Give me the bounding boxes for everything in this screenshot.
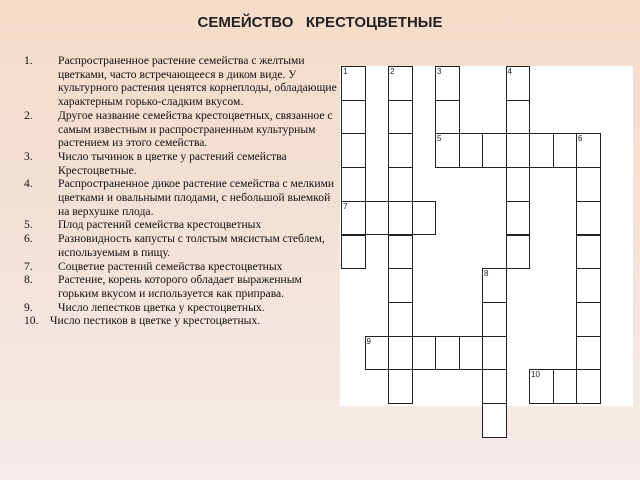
clue-number: 4. bbox=[24, 177, 33, 191]
clue-text: Соцветие растений семейства крестоцветных bbox=[58, 259, 283, 273]
crossword-cell[interactable] bbox=[576, 268, 601, 303]
clue-8 bbox=[24, 273, 342, 300]
crossword-cell[interactable] bbox=[412, 336, 437, 371]
cell-number: 8 bbox=[484, 269, 489, 279]
crossword-cell[interactable] bbox=[459, 336, 484, 371]
crossword-cell[interactable] bbox=[576, 167, 601, 202]
crossword-cell[interactable] bbox=[482, 133, 507, 168]
crossword-cell[interactable] bbox=[506, 201, 531, 236]
crossword-cell[interactable] bbox=[576, 201, 601, 236]
clue-5 bbox=[24, 218, 342, 232]
crossword-cell[interactable] bbox=[388, 133, 413, 168]
cell-number: 5 bbox=[437, 134, 442, 144]
crossword-cell[interactable] bbox=[553, 133, 578, 168]
clue-text: Число тычинок в цветке у растений семейства Крестоцветные. bbox=[58, 149, 287, 177]
crossword-cell[interactable] bbox=[482, 403, 507, 438]
clue-number: 1. bbox=[24, 54, 33, 67]
crossword-cell[interactable] bbox=[506, 100, 531, 135]
cell-number: 7 bbox=[343, 201, 348, 211]
crossword-cell[interactable] bbox=[459, 133, 484, 168]
crossword-cell[interactable] bbox=[482, 336, 507, 371]
clue-text: Другое название семейства крестоцветных, связанное с самым известным и распространенным культурным растением из этого семейства. bbox=[58, 108, 333, 150]
crossword-cell[interactable] bbox=[341, 133, 366, 168]
clue-2 bbox=[24, 109, 342, 150]
crossword-cell[interactable] bbox=[388, 268, 413, 303]
cell-number: 1 bbox=[343, 67, 348, 76]
crossword-cell[interactable] bbox=[341, 201, 366, 236]
crossword-cell[interactable] bbox=[435, 133, 460, 168]
crossword-cell[interactable] bbox=[388, 66, 413, 101]
crossword-cell[interactable] bbox=[388, 336, 413, 371]
cell-number: 2 bbox=[390, 67, 395, 76]
clue-1 bbox=[24, 54, 342, 109]
clue-number: 5. bbox=[24, 218, 33, 232]
clue-text: Распространенное дикое растение семейства с мелкими цветками и овальными плодами, с небольшой выемкой на верхушке плода. bbox=[58, 177, 335, 218]
cell-number: 3 bbox=[437, 67, 442, 76]
clue-text: Распространенное растение семейства с желтыми цветками, часто встречающееся в диком виде. У культурного растения ценятся корнеплоды, обладающие характерным горько-сладким вкусом. bbox=[58, 54, 337, 109]
clue-number: 10. bbox=[24, 314, 39, 328]
crossword-cell[interactable] bbox=[506, 235, 531, 270]
clue-text: Число лепестков цветка у крестоцветных. bbox=[58, 300, 265, 314]
crossword-cell[interactable] bbox=[388, 201, 413, 236]
crossword-cell[interactable] bbox=[412, 201, 437, 236]
crossword-cell[interactable] bbox=[506, 133, 531, 168]
crossword-cell[interactable] bbox=[576, 336, 601, 371]
crossword-cell[interactable] bbox=[341, 167, 366, 202]
crossword-cell[interactable] bbox=[529, 133, 554, 168]
crossword-cell[interactable] bbox=[341, 100, 366, 135]
crossword-cell[interactable] bbox=[576, 302, 601, 337]
crossword-cell[interactable] bbox=[576, 133, 601, 168]
crossword-cell[interactable] bbox=[482, 268, 507, 303]
cell-number: 6 bbox=[578, 134, 583, 144]
clue-number: 7. bbox=[24, 259, 33, 273]
crossword-cell[interactable] bbox=[482, 302, 507, 337]
clue-text: Разновидность капусты с толстым мясистым стеблем, используемым в пищу. bbox=[58, 232, 325, 259]
page-title: СЕМЕЙСТВО КРЕСТОЦВЕТНЫЕ bbox=[197, 14, 443, 31]
clue-9 bbox=[24, 301, 342, 315]
clue-number: 9. bbox=[24, 300, 33, 314]
crossword-cell[interactable] bbox=[553, 369, 578, 404]
clue-7 bbox=[24, 260, 342, 274]
cell-number: 4 bbox=[507, 67, 512, 76]
clue-number: 6. bbox=[24, 232, 33, 246]
crossword-cell[interactable] bbox=[506, 167, 531, 202]
clue-10 bbox=[24, 314, 342, 328]
crossword-cell[interactable] bbox=[388, 235, 413, 270]
clue-number: 2. bbox=[24, 108, 33, 122]
clue-4 bbox=[24, 177, 342, 218]
clue-text: Число пестиков в цветке у крестоцветных. bbox=[50, 314, 261, 328]
crossword-cell[interactable] bbox=[341, 66, 366, 101]
crossword-cell[interactable] bbox=[506, 66, 531, 101]
crossword-cell[interactable] bbox=[388, 167, 413, 202]
cell-number: 9 bbox=[366, 336, 371, 346]
crossword-cell[interactable] bbox=[388, 302, 413, 337]
clue-3 bbox=[24, 150, 342, 177]
clue-text: Плод растений семейства крестоцветных bbox=[58, 218, 262, 232]
crossword-cell[interactable] bbox=[365, 336, 390, 371]
clue-number: 8. bbox=[24, 273, 33, 287]
crossword-cell[interactable] bbox=[435, 66, 460, 101]
crossword-cell[interactable] bbox=[576, 369, 601, 404]
crossword-cell[interactable] bbox=[435, 336, 460, 371]
crossword-cell[interactable] bbox=[435, 100, 460, 135]
clue-text: Растение, корень которого обладает выраженным горьким вкусом и используется как приправа. bbox=[58, 273, 302, 300]
crossword-cell[interactable] bbox=[576, 235, 601, 270]
clue-6 bbox=[24, 232, 342, 259]
crossword-cell[interactable] bbox=[388, 100, 413, 135]
crossword-cell[interactable] bbox=[482, 369, 507, 404]
cell-number: 10 bbox=[531, 370, 540, 380]
crossword-cell[interactable] bbox=[388, 369, 413, 404]
crossword-cell[interactable] bbox=[341, 235, 366, 270]
clue-list bbox=[24, 54, 342, 328]
clue-number: 3. bbox=[24, 149, 33, 163]
crossword-cell[interactable] bbox=[529, 369, 554, 404]
crossword-cell[interactable] bbox=[365, 201, 390, 236]
